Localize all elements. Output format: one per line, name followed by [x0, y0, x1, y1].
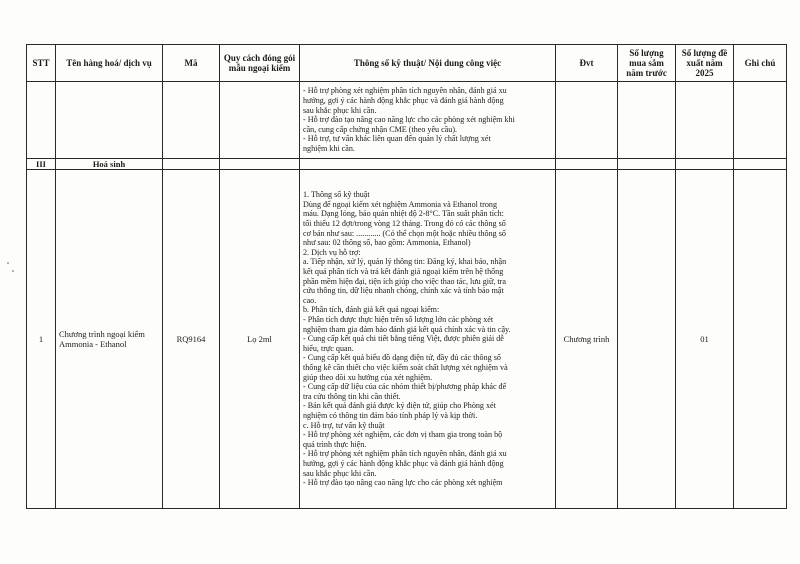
text-line: tối thiểu 12 đợt/trong vòng 12 tháng. Trong đó có các thông số: [303, 219, 506, 229]
section-title: Hoá sinh: [56, 159, 163, 170]
text-line: - Cung cấp dữ liệu của các nhóm thiết bị/phương pháp khác để: [303, 382, 507, 392]
item-unit: Chương trình: [556, 170, 618, 509]
text-line: hướng, gợi ý các hành động khắc phục và đánh giá hành động: [303, 96, 504, 106]
continued-spec-text: [300, 82, 556, 159]
item-proposed-qty: 01: [676, 170, 734, 509]
section-number: III: [27, 159, 56, 170]
item-name: Chương trình ngoại kiểm Ammonia - Ethanol: [56, 170, 163, 509]
item-note: [734, 170, 787, 509]
text-line: quá trình thực hiện.: [303, 439, 367, 449]
text-line: nghiệm có thông tin đảm bảo tính pháp lý và kịp thời.: [303, 410, 478, 420]
header-row: [27, 45, 787, 82]
text-line: - Hỗ trợ phòng xét nghiệm, các đơn vị tham gia trong toàn bộ: [303, 430, 503, 440]
text-line: 2. Dịch vụ hỗ trợ:: [303, 247, 361, 257]
text-line: cứu thông tin, dữ liệu nhanh chóng, chính xác và tính bảo mật: [303, 286, 504, 296]
text-line: - Cung cấp kết quả biểu đồ dạng điện tử, đầy đủ các thông số: [303, 353, 501, 363]
text-line: - Hỗ trợ, tư vấn khác liên quan đến quản lý chất lượng xét: [303, 134, 491, 144]
text-line: - Hỗ trợ phòng xét nghiệm phân tích nguyên nhân, đánh giá xu: [303, 86, 507, 96]
text-line: như sau: 02 thông số, bao gồm: Ammonia, Ethanol): [303, 238, 471, 248]
header-code: Mã: [163, 45, 220, 82]
header-stt: STT: [27, 45, 56, 82]
text-line: sau khắc phục khi cần.: [303, 105, 377, 115]
text-line: - Bản kết quả đánh giá được ký điện tử, giúp cho Phòng xét: [303, 401, 496, 411]
text-line: - Hỗ trợ đào tạo nâng cao năng lực cho các phòng xét nghiệm khi: [303, 115, 515, 125]
text-line: c. Hỗ trợ, tư vấn kỹ thuật: [303, 420, 385, 430]
item-stt: 1: [27, 170, 56, 509]
scan-speck: [7, 262, 9, 264]
header-note: Ghi chú: [734, 45, 787, 82]
header-unit: Đvt: [556, 45, 618, 82]
text-line: cần, cung cấp chứng nhận CME (theo yêu cầu).: [303, 124, 458, 134]
item-code: RQ9164: [163, 170, 220, 509]
header-proposed-qty: Số lượng đề xuất năm 2025: [676, 45, 734, 82]
text-line: cơ bản như sau: ............ (Có thể chọn một hoặc nhiều thông số: [303, 228, 506, 238]
item-row: [27, 170, 787, 509]
header-prev-qty: Số lượng mua sắm năm trước: [618, 45, 676, 82]
text-line: a. Tiếp nhận, xử lý, quản lý thông tin: Đăng ký, khai báo, nhận: [303, 257, 507, 267]
text-line: nghiệm khi cần.: [303, 143, 355, 153]
text-line: nghiệm tham gia đảm bảo đánh giá kết quả chính xác và tin cậy.: [303, 324, 511, 334]
text-line: - Hỗ trợ đào tạo nâng cao năng lực cho các phòng xét nghiệm: [303, 478, 503, 488]
item-packing: Lọ 2ml: [220, 170, 300, 509]
item-spec-text: [300, 170, 556, 509]
text-line: thống kê cần thiết cho việc kiểm soát chất lượng xét nghiệm và: [303, 362, 508, 372]
text-line: Dùng để ngoại kiểm xét nghiệm Ammonia và Ethanol trong: [303, 199, 497, 209]
text-line: phần mềm hiện đại, tiện ích giúp cho việc thao tác, lưu giữ, tra: [303, 276, 506, 286]
continued-row: [27, 82, 787, 159]
procurement-table: [26, 44, 787, 509]
header-packing: Quy cách đóng gói mẫu ngoại kiểm: [220, 45, 300, 82]
text-line: hiểu, trực quan.: [303, 343, 354, 353]
text-line: tra cứu thông tin khi cần thiết.: [303, 391, 401, 401]
text-line: - Phân tích được thực hiện trên số lượng lớn các phòng xét: [303, 315, 494, 325]
text-line: kết quả phân tích và trả kết đánh giá ngoại kiểm trên hệ thống: [303, 267, 504, 277]
text-line: - Cung cấp kết quả chi tiết bằng tiếng Việt, được phiên giải dễ: [303, 334, 504, 344]
scan-speck: [12, 270, 14, 272]
text-line: hướng, gợi ý các hành động khắc phục và đánh giá hành động: [303, 458, 504, 468]
text-line: cao.: [303, 295, 317, 305]
text-line: giúp theo dõi xu hướng của xét nghiệm.: [303, 372, 433, 382]
item-prev-qty: [618, 170, 676, 509]
text-line: máu. Dạng lỏng, bảo quản nhiệt độ 2-8°C. Tần suất phân tích:: [303, 209, 504, 219]
text-line: 1. Thông số kỹ thuật: [303, 190, 370, 200]
text-line: sau khắc phục khi cần.: [303, 468, 377, 478]
header-name: Tên hàng hoá/ dịch vụ: [56, 45, 163, 82]
section-row: [27, 159, 787, 170]
text-line: - Hỗ trợ phòng xét nghiệm phân tích nguyên nhân, đánh giá xu: [303, 449, 507, 459]
text-line: b. Phân tích, đánh giá kết quả ngoại kiểm:: [303, 305, 440, 315]
header-spec: Thông số kỹ thuật/ Nội dung công việc: [300, 45, 556, 82]
